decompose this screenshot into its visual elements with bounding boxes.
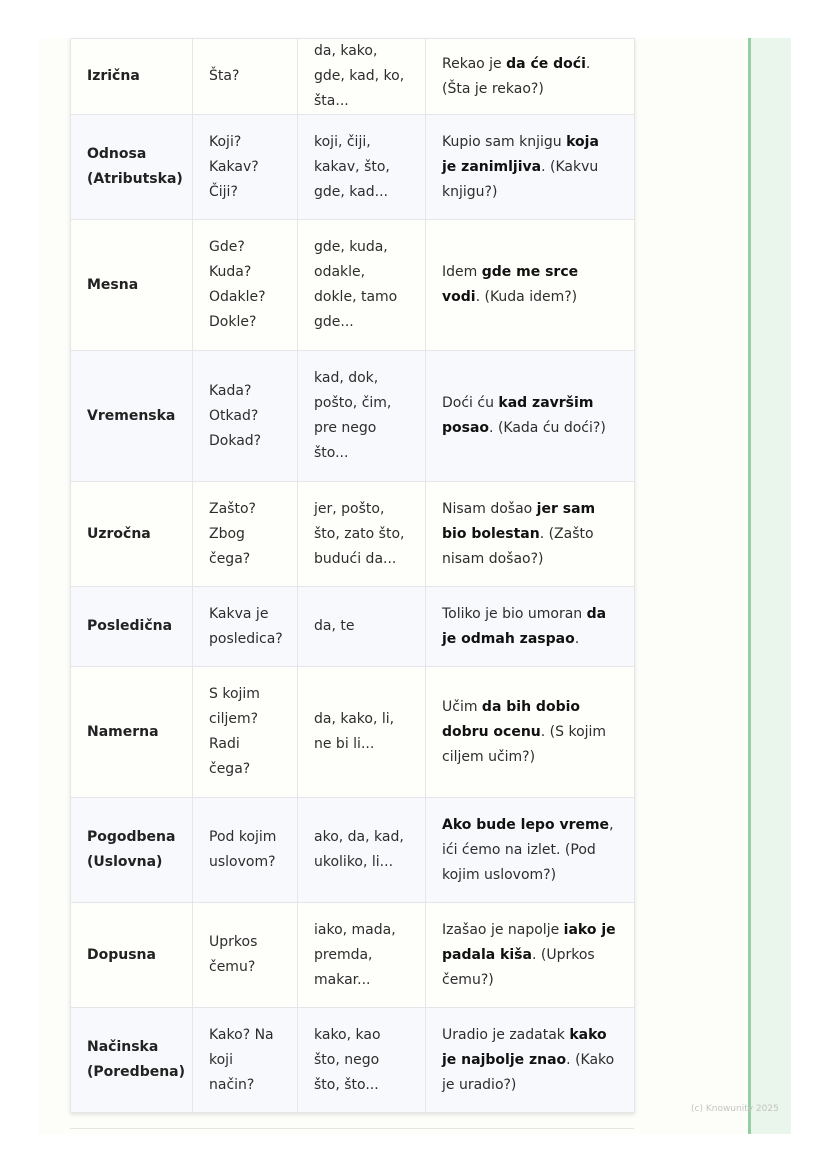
table-row xyxy=(71,1008,635,1113)
example-cell xyxy=(426,220,635,351)
example-clause: gde me srce vodi xyxy=(442,264,579,305)
copyright-watermark: (c) Knowunity 2025 xyxy=(691,1104,779,1114)
example-cell xyxy=(426,667,635,798)
table-row xyxy=(71,351,635,482)
example-clause: jer sam bio bolestan xyxy=(442,500,596,542)
example-question: . (Kako je uradio?) xyxy=(442,1051,615,1093)
conjunction-cell: kad, dok, pošto, čim, pre nego što... xyxy=(298,351,426,482)
example-text: Rekao je xyxy=(442,55,507,72)
table-row xyxy=(71,903,635,1008)
footer-divider xyxy=(70,1128,634,1129)
side-margin-panel xyxy=(748,38,791,1134)
table-row xyxy=(71,587,635,667)
clause-type-cell: Pogodbena (Uslovna) xyxy=(71,798,193,903)
table-row xyxy=(71,220,635,351)
example-question: . xyxy=(574,630,580,647)
example-text: Izašao je napolje xyxy=(442,921,564,938)
example-cell xyxy=(426,115,635,220)
example-cell xyxy=(426,351,635,482)
table-row xyxy=(71,667,635,798)
question-cell: Gde? Kuda? Odakle? Dokle? xyxy=(193,220,298,351)
example-clause: Ako bude lepo vreme xyxy=(442,816,610,833)
example-text: Nisam došao xyxy=(442,500,537,517)
question-cell: S kojim ciljem? Radi čega? xyxy=(193,667,298,798)
clause-type-cell: Izrična xyxy=(71,39,193,115)
table-row xyxy=(71,39,635,115)
clause-type-cell: Uzročna xyxy=(71,482,193,587)
question-cell: Kako? Na koji način? xyxy=(193,1008,298,1113)
example-question: , ići ćemo na izlet. (Pod kojim uslovom?) xyxy=(442,816,614,883)
question-cell: Zašto? Zbog čega? xyxy=(193,482,298,587)
example-cell xyxy=(426,903,635,1008)
example-cell xyxy=(426,39,635,115)
example-text: Toliko je bio umoran xyxy=(442,605,587,622)
question-cell: Uprkos čemu? xyxy=(193,903,298,1008)
example-cell xyxy=(426,587,635,667)
table-row xyxy=(71,482,635,587)
example-text: Uradio je zadatak xyxy=(442,1026,570,1043)
clause-type-cell: Posledična xyxy=(71,587,193,667)
table-row xyxy=(71,798,635,903)
conjunction-cell: kako, kao što, nego što, što... xyxy=(298,1008,426,1113)
example-clause: kad završim posao xyxy=(442,395,594,436)
clause-type-cell: Namerna xyxy=(71,667,193,798)
conjunction-cell: gde, kuda, odakle, dokle, tamo gde... xyxy=(298,220,426,351)
example-clause: da će doći xyxy=(506,55,586,72)
example-question: . (Uprkos čemu?) xyxy=(442,946,595,988)
question-cell: Pod kojim uslovom? xyxy=(193,798,298,903)
clause-type-cell: Načinska (Poredbena) xyxy=(71,1008,193,1113)
question-cell: Koji? Kakav? Čiji? xyxy=(193,115,298,220)
table-body xyxy=(71,39,635,1113)
example-clause: da bih dobio dobru ocenu xyxy=(442,698,581,740)
example-cell xyxy=(426,482,635,587)
clause-type-cell: Mesna xyxy=(71,220,193,351)
conjunction-cell: da, kako, gde, kad, ko, šta... xyxy=(298,39,426,115)
conjunction-cell: ako, da, kad, ukoliko, li... xyxy=(298,798,426,903)
example-question: . (Zašto nisam došao?) xyxy=(442,525,594,567)
conjunction-cell: da, kako, li, ne bi li... xyxy=(298,667,426,798)
example-text: Učim xyxy=(442,698,482,715)
clause-type-cell: Dopusna xyxy=(71,903,193,1008)
clause-type-cell: Odnosa (Atributska) xyxy=(71,115,193,220)
clause-type-cell: Vremenska xyxy=(71,351,193,482)
question-cell: Kada? Otkad? Dokad? xyxy=(193,351,298,482)
example-cell xyxy=(426,798,635,903)
example-question: . (S kojim ciljem učim?) xyxy=(442,723,607,765)
example-text: Kupio sam knjigu xyxy=(442,133,567,150)
table-row xyxy=(71,115,635,220)
question-cell: Kakva je posledica? xyxy=(193,587,298,667)
example-question: . (Šta je rekao?) xyxy=(442,55,591,97)
example-clause: iako je padala kiša xyxy=(442,921,616,963)
example-clause: da je odmah zaspao xyxy=(442,605,607,647)
example-cell xyxy=(426,1008,635,1113)
example-question: . (Kuda idem?) xyxy=(475,289,578,305)
dependent-clause-table xyxy=(70,38,635,1113)
example-question: . (Kakvu knjigu?) xyxy=(442,158,599,200)
conjunction-cell: jer, pošto, što, zato što, budući da... xyxy=(298,482,426,587)
question-cell: Šta? xyxy=(193,39,298,115)
conjunction-cell: da, te xyxy=(298,587,426,667)
example-clause: koja je zanimljiva xyxy=(442,133,599,175)
example-clause: kako je najbolje znao xyxy=(442,1026,607,1068)
example-question: . (Kada ću doći?) xyxy=(489,420,606,436)
example-text: Idem xyxy=(442,264,482,280)
conjunction-cell: iako, mada, premda, makar... xyxy=(298,903,426,1008)
example-text: Doći ću xyxy=(442,395,499,411)
conjunction-cell: koji, čiji, kakav, što, gde, kad... xyxy=(298,115,426,220)
